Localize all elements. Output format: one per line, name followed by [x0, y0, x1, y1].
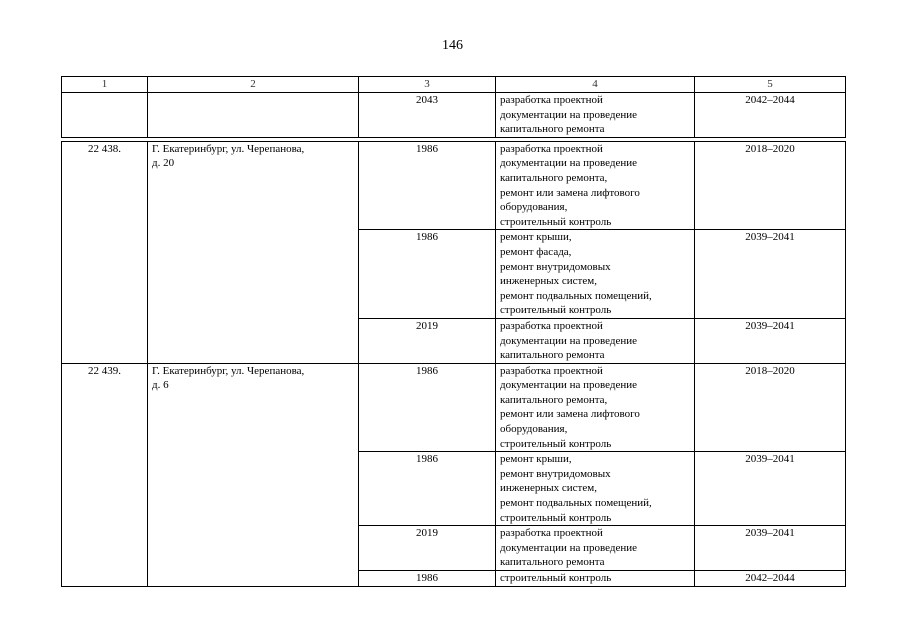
column-header-1: 1	[62, 77, 148, 93]
work-line: разработка проектной	[500, 142, 603, 155]
work-cell	[496, 526, 695, 571]
column-header-3: 3	[359, 77, 496, 93]
work-line: инженерных систем,	[500, 275, 597, 288]
year-cell: 1986	[359, 230, 496, 319]
object-number-cell: 22 439.	[62, 363, 148, 586]
work-line: ремонт или замена лифтового	[500, 408, 640, 421]
column-header-2: 2	[148, 77, 359, 93]
year-cell: 2043	[359, 93, 496, 138]
work-line: ремонт внутридомовых	[500, 260, 611, 273]
address-cell	[148, 141, 359, 363]
work-line: ремонт крыши,	[500, 231, 572, 244]
period-cell: 2039–2041	[695, 230, 846, 319]
work-line: капитального ремонта	[500, 349, 605, 362]
column-header-4: 4	[496, 77, 695, 93]
period-cell: 2042–2044	[695, 93, 846, 138]
address-cell	[148, 93, 359, 138]
work-line: документации на проведение	[500, 108, 638, 121]
work-line: разработка проектной	[500, 364, 603, 377]
period-cell: 2018–2020	[695, 141, 846, 230]
work-line: документации на проведение	[500, 541, 638, 554]
work-cell	[496, 230, 695, 319]
work-line: инженерных систем,	[500, 482, 597, 495]
work-line: капитального ремонта,	[500, 171, 608, 184]
year-cell: 2019	[359, 318, 496, 363]
work-line: строительный контроль	[500, 215, 612, 228]
work-cell	[496, 571, 695, 587]
work-line: строительный контроль	[500, 572, 612, 584]
work-line: разработка проектной	[500, 94, 603, 106]
table-row	[62, 141, 846, 230]
period-cell: 2039–2041	[695, 526, 846, 571]
table-header-row	[62, 77, 846, 93]
year-cell: 2019	[359, 526, 496, 571]
page-number: 146	[442, 38, 463, 53]
year-cell: 1986	[359, 363, 496, 452]
work-line: документации на проведение	[500, 379, 638, 392]
address-cell	[148, 363, 359, 586]
period-cell: 2039–2041	[695, 452, 846, 526]
object-number-cell: 22 438.	[62, 141, 148, 363]
work-line: ремонт подвальных помещений,	[500, 497, 652, 510]
work-line: документации на проведение	[500, 334, 638, 347]
year-cell: 1986	[359, 141, 496, 230]
address-line: Г. Екатеринбург, ул. Черепанова,	[152, 142, 305, 155]
work-line: документации на проведение	[500, 157, 638, 170]
work-line: разработка проектной	[500, 527, 603, 540]
work-line: оборудования,	[500, 423, 568, 436]
year-cell: 1986	[359, 571, 496, 587]
period-cell: 2039–2041	[695, 318, 846, 363]
object-number-cell	[62, 93, 148, 138]
work-line: капитального ремонта	[500, 123, 605, 136]
work-line: строительный контроль	[500, 304, 612, 317]
work-line: оборудования,	[500, 201, 568, 214]
work-line: строительный контроль	[500, 511, 612, 524]
capital-repair-table	[61, 76, 846, 587]
work-cell	[496, 452, 695, 526]
work-line: капитального ремонта,	[500, 393, 608, 406]
work-cell	[496, 141, 695, 230]
address-line: Г. Екатеринбург, ул. Черепанова,	[152, 364, 305, 377]
period-cell: 2042–2044	[695, 571, 846, 587]
column-header-5: 5	[695, 77, 846, 93]
address-line: д. 6	[152, 379, 169, 392]
year-cell: 1986	[359, 452, 496, 526]
work-cell	[496, 318, 695, 363]
work-cell	[496, 363, 695, 452]
work-line: ремонт крыши,	[500, 453, 572, 466]
table-row	[62, 93, 846, 138]
work-cell	[496, 93, 695, 138]
work-line: ремонт внутридомовых	[500, 467, 611, 480]
work-line: ремонт подвальных помещений,	[500, 289, 652, 302]
period-cell: 2018–2020	[695, 363, 846, 452]
work-line: ремонт фасада,	[500, 245, 572, 258]
address-line: д. 20	[152, 157, 175, 170]
work-line: капитального ремонта	[500, 556, 605, 569]
work-line: ремонт или замена лифтового	[500, 186, 640, 199]
work-line: строительный контроль	[500, 437, 612, 450]
table-row	[62, 363, 846, 452]
work-line: разработка проектной	[500, 319, 603, 332]
